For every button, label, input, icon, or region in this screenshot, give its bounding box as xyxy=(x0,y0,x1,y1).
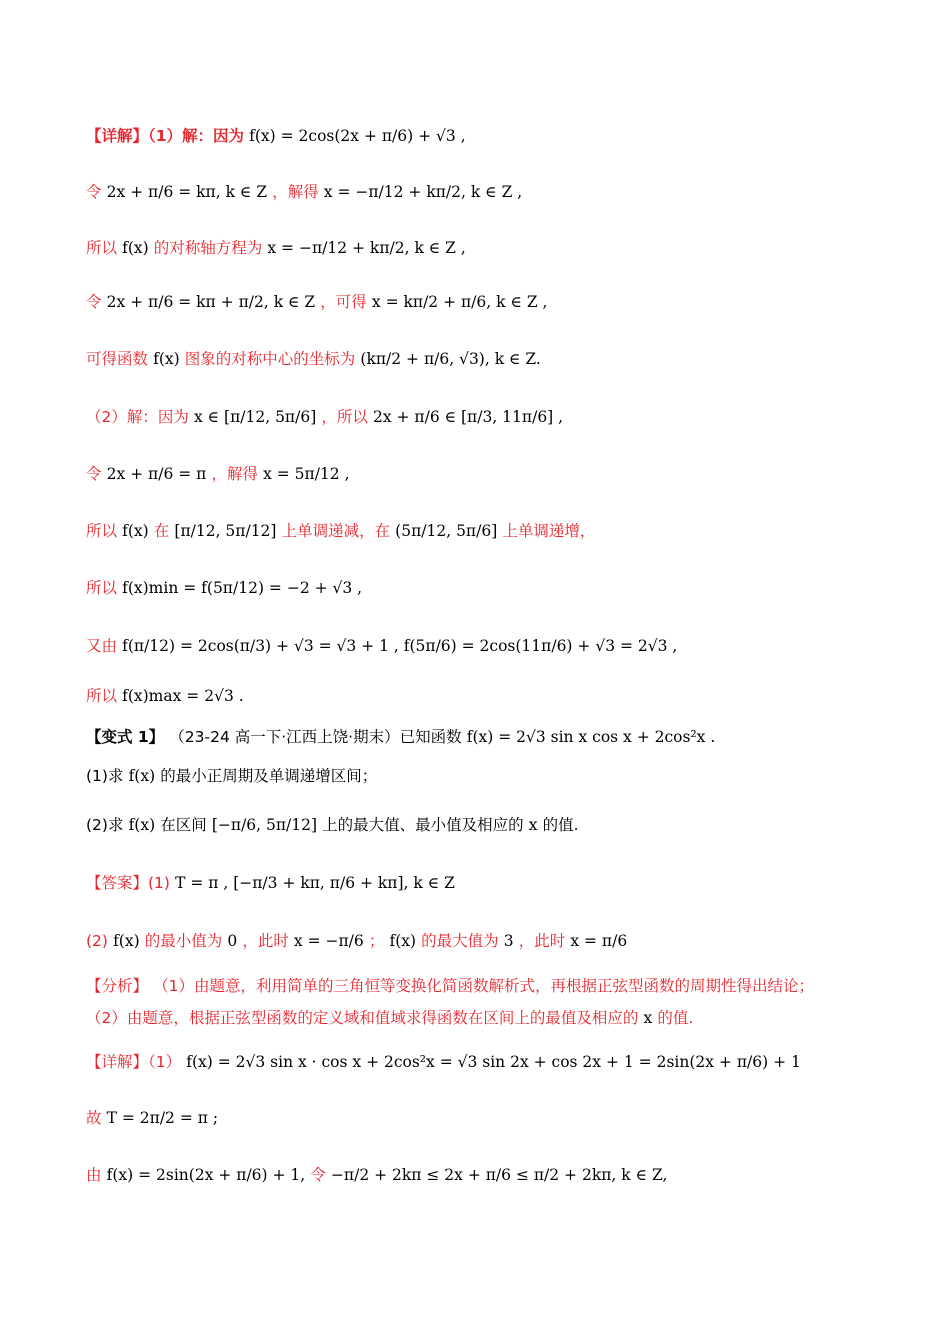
answer-line-2 xyxy=(86,929,880,953)
formula: x xyxy=(643,1009,653,1027)
text: 又由 xyxy=(86,637,118,655)
detail2-line-1 xyxy=(86,1050,880,1074)
detail-line-10 xyxy=(86,634,880,658)
detail-line-7 xyxy=(86,462,880,486)
formula: (5π/12, 5π/6] xyxy=(395,522,498,540)
formula: f(x)min = f(5π/12) = −2 + √3 , xyxy=(122,579,363,597)
analysis-line-1 xyxy=(86,974,880,998)
text: ，此时 xyxy=(518,932,566,950)
formula: f(x) xyxy=(122,239,149,257)
formula: T = 2π/2 = π ; xyxy=(106,1109,219,1127)
detail-line-3 xyxy=(86,236,880,260)
text: ，可得 xyxy=(320,293,367,311)
formula: x = −π/6 xyxy=(293,932,364,950)
formula: f(x) = 2√3 sin x cos x + 2cos²x . xyxy=(466,728,716,746)
detail-line-11 xyxy=(86,684,880,708)
formula: f(x) = 2√3 sin x · cos x + 2cos²x = √3 sin 2x + cos 2x + 1 = 2sin(2x + π/6) + 1 xyxy=(186,1053,801,1071)
text: 故 xyxy=(86,1109,102,1127)
text: (2) xyxy=(86,932,108,950)
detail-line-5 xyxy=(86,347,880,371)
detail-line-6 xyxy=(86,405,880,429)
text: 的最小值为 xyxy=(144,932,223,950)
text: （1）由题意，利用简单的三角恒等变换化简函数解析式，再根据正弦型函数的周期性得出结论； xyxy=(153,977,814,995)
variant-title: 【变式 1】 xyxy=(86,728,165,746)
detail2-line-2 xyxy=(86,1106,880,1130)
text: 的最小正周期及单调递增区间； xyxy=(160,767,378,785)
formula: f(x) xyxy=(122,522,149,540)
text: 令 xyxy=(86,293,102,311)
formula: f(x) xyxy=(128,767,156,785)
formula: [π/12, 5π/12] xyxy=(174,522,277,540)
text: 所以 xyxy=(86,239,118,257)
detail-label: 【详解】（1） xyxy=(86,1053,182,1071)
text: 所以 xyxy=(86,687,118,705)
detail-label: 【详解】（1）解：因为 xyxy=(86,127,245,145)
text: ，此时 xyxy=(242,932,289,950)
text: 的值. xyxy=(542,816,579,834)
formula: 2x + π/6 ∈ [π/3, 11π/6] , xyxy=(372,408,564,426)
detail-line-2 xyxy=(86,180,880,204)
detail-line-9 xyxy=(86,576,880,600)
formula: x ∈ [π/12, 5π/6] xyxy=(193,408,317,426)
text: (2)求 xyxy=(86,816,124,834)
formula: f(x) xyxy=(389,932,417,950)
detail2-line-3 xyxy=(86,1163,880,1187)
variant-question-1 xyxy=(86,764,880,788)
text: 令 xyxy=(310,1166,326,1184)
detail-line-4 xyxy=(86,290,880,314)
formula: T = π , [−π/3 + kπ, π/6 + kπ], k ∈ Z xyxy=(175,874,455,892)
text: ； xyxy=(368,932,385,950)
text: 所以 xyxy=(86,579,118,597)
formula: f(x) xyxy=(113,932,140,950)
text: 在区间 xyxy=(160,816,207,834)
answer-label: 【答案】(1) xyxy=(86,874,170,892)
formula: f(x) = 2sin(2x + π/6) + 1, xyxy=(106,1166,306,1184)
formula: 2x + π/6 = kπ, k ∈ Z xyxy=(106,183,268,201)
text: （2）解：因为 xyxy=(86,408,189,426)
formula: x = π/6 xyxy=(570,932,628,950)
formula: x = −π/12 + kπ/2, k ∈ Z , xyxy=(267,239,466,257)
variant-header xyxy=(86,725,880,749)
formula: f(x) xyxy=(153,350,180,368)
analysis-label: 【分析】 xyxy=(86,977,149,995)
text: 上的最大值、最小值及相应的 xyxy=(322,816,524,834)
text: （2）由题意，根据正弦型函数的定义域和值域求得函数在区间上的最值及相应的 xyxy=(86,1009,639,1027)
variant-source: （23-24 高一下·江西上饶·期末）已知函数 xyxy=(169,728,462,746)
formula: x = kπ/2 + π/6, k ∈ Z , xyxy=(371,293,548,311)
text: 在 xyxy=(153,522,170,540)
formula: (kπ/2 + π/6, √3), k ∈ Z. xyxy=(360,350,541,368)
formula: [−π/6, 5π/12] xyxy=(211,816,318,834)
text: 令 xyxy=(86,465,102,483)
text: (1)求 xyxy=(86,767,124,785)
text: ，所以 xyxy=(321,408,368,426)
detail-line-1 xyxy=(86,124,880,148)
text: 由 xyxy=(86,1166,102,1184)
formula: x = −π/12 + kπ/2, k ∈ Z , xyxy=(323,183,523,201)
formula: f(π/12) = 2cos(π/3) + √3 = √3 + 1 , f(5π/6) = 2cos(11π/6) + √3 = 2√3 , xyxy=(122,637,678,655)
formula: x = 5π/12 , xyxy=(263,465,350,483)
formula: x xyxy=(528,816,538,834)
formula: 2x + π/6 = π xyxy=(106,465,207,483)
text: 可得函数 xyxy=(86,350,149,368)
formula: f(x)max = 2√3 . xyxy=(122,687,244,705)
text: ，解得 xyxy=(211,465,258,483)
text: 所以 xyxy=(86,522,118,540)
text: 的对称轴方程为 xyxy=(153,239,263,257)
text: ，解得 xyxy=(272,183,319,201)
text: 的值. xyxy=(657,1009,694,1027)
answer-line-1 xyxy=(86,871,880,895)
formula: 3 xyxy=(503,932,514,950)
text: 上单调递增， xyxy=(502,522,596,540)
formula: 0 xyxy=(227,932,238,950)
text: 上单调递减，在 xyxy=(281,522,391,540)
formula: −π/2 + 2kπ ≤ 2x + π/6 ≤ π/2 + 2kπ, k ∈ Z, xyxy=(330,1166,668,1184)
text: 图象的对称中心的坐标为 xyxy=(184,350,356,368)
formula: f(x) = 2cos(2x + π/6) + √3 , xyxy=(249,127,466,145)
formula: 2x + π/6 = kπ + π/2, k ∈ Z xyxy=(106,293,316,311)
analysis-line-2 xyxy=(86,1006,880,1030)
formula: f(x) xyxy=(128,816,156,834)
text: 的最大值为 xyxy=(421,932,499,950)
detail-line-8 xyxy=(86,519,880,543)
variant-question-2 xyxy=(86,813,880,837)
text: 令 xyxy=(86,183,102,201)
